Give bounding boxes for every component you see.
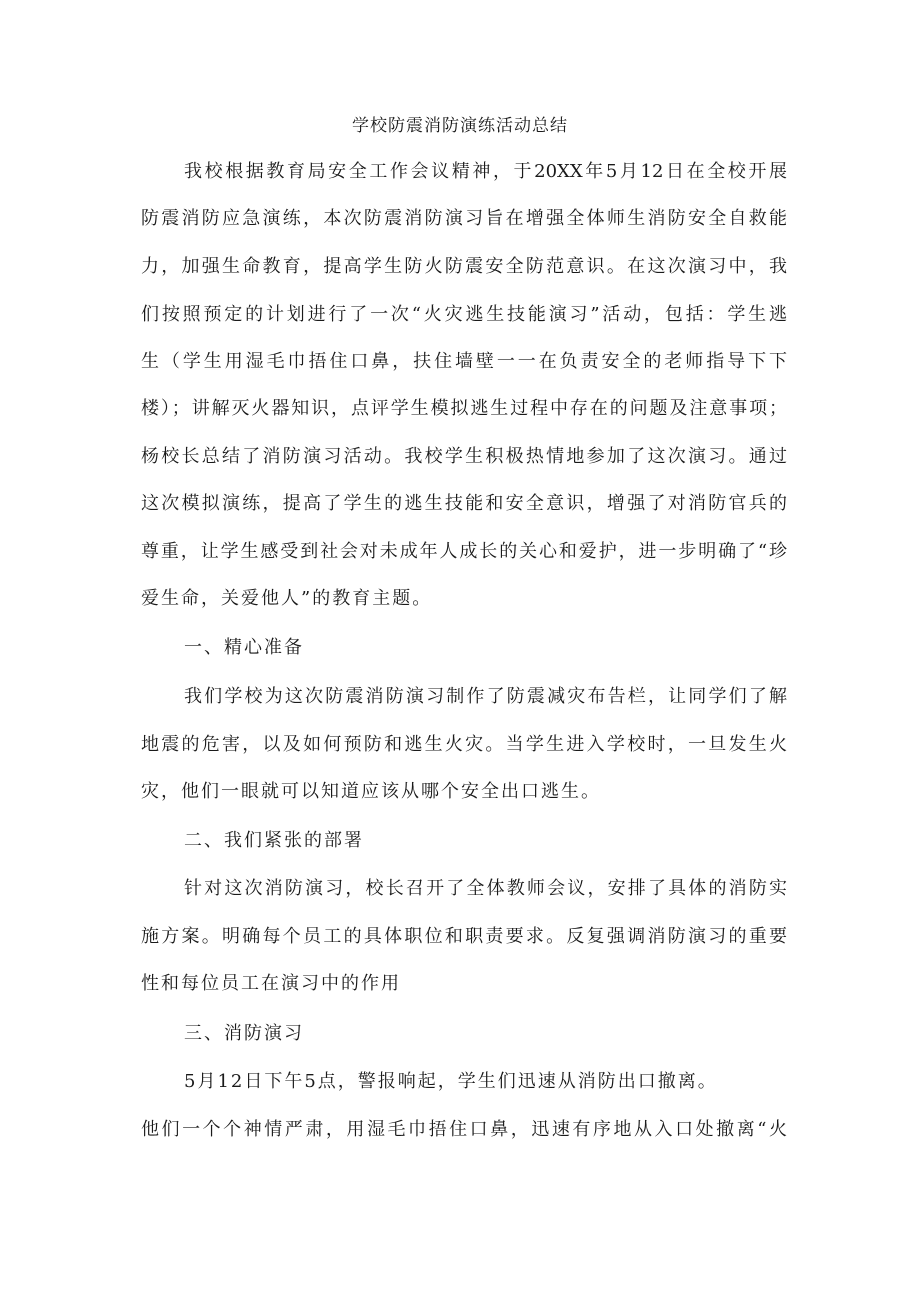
paragraph-line: 5月12日下午5点，警报响起，学生们迅速从消防出口撤离。 <box>184 1071 718 1092</box>
paragraph-line: 这次模拟演练，提高了学生的逃生技能和安全意识，增强了对消防官兵的 <box>141 493 787 514</box>
paragraph-line: 性和每位员工在演习中的作用 <box>141 973 401 994</box>
paragraph-line: 楼）；讲解灭火器知识，点评学生模拟逃生过程中存在的问题及注意事项； <box>141 398 787 419</box>
section-heading: 三、消防演习 <box>184 1023 304 1044</box>
section-heading: 二、我们紧张的部署 <box>184 830 364 851</box>
section-heading: 一、精心准备 <box>184 637 304 658</box>
paragraph-line: 针对这次消防演习，校长召开了全体教师会议，安排了具体的消防实 <box>184 878 787 899</box>
paragraph-line: 爱生命，关爱他人”的教育主题。 <box>141 588 433 609</box>
paragraph-line: 灾，他们一眼就可以知道应该从哪个安全出口逃生。 <box>141 781 601 802</box>
paragraph-line: 杨校长总结了消防演习活动。我校学生积极热情地参加了这次演习。通过 <box>141 446 787 467</box>
paragraph-line: 他们一个个神情严肃，用湿毛巾捂住口鼻，迅速有序地从入口处撤离“火 <box>141 1119 787 1140</box>
paragraph-line: 施方案。明确每个员工的具体职位和职责要求。反复强调消防演习的重要 <box>141 926 787 947</box>
paragraph-line: 地震的危害，以及如何预防和逃生火灾。当学生进入学校时，一旦发生火 <box>141 734 787 755</box>
paragraph-line: 生（学生用湿毛巾捂住口鼻，扶住墙壁一一在负责安全的老师指导下下 <box>141 351 787 372</box>
paragraph-line: 我校根据教育局安全工作会议精神，于20XX年5月12日在全校开展 <box>184 161 787 182</box>
paragraph-line: 们按照预定的计划进行了一次“火灾逃生技能演习”活动，包括：学生逃 <box>141 304 787 325</box>
paragraph-line: 力，加强生命教育，提高学生防火防震安全防范意识。在这次演习中，我 <box>141 256 787 277</box>
paragraph-line: 尊重，让学生感受到社会对未成年人成长的关心和爱护，进一步明确了“珍 <box>141 541 787 562</box>
paragraph-line: 防震消防应急演练，本次防震消防演习旨在增强全体师生消防安全自救能 <box>141 208 787 229</box>
paragraph-line: 我们学校为这次防震消防演习制作了防震减灾布告栏，让同学们了解 <box>184 686 787 707</box>
document-title: 学校防震消防演练活动总结 <box>352 116 568 136</box>
